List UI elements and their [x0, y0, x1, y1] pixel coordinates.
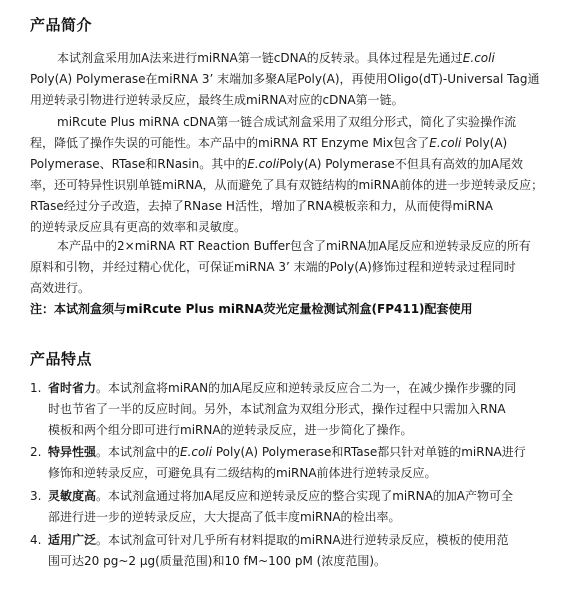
intro-p1-line-2: Poly(A) Polymerase在miRNA 3’ 末端加多聚A尾Poly(A)，再使用Oligo(dT)-Universal Tag通	[30, 72, 540, 86]
intro-p2-line-2: 程，降低了操作失误的可能性。本产品中的miRNA RT Enzyme Mix包含了E.coli Poly(A)	[30, 136, 508, 150]
feature-body: 灵敏度高。本试剂盒通过将加A尾反应和逆转录反应的整合实现了miRNA的加A产物可全 部进行进一步的逆转录反应，大大提高了低丰度miRNA的检出率。	[48, 489, 513, 524]
feature-body: 特异性强。本试剂盒中的E.coli Poly(A) Polymerase和RTase都只针对单链的miRNA进行 修饰和逆转录反应，可避免具有二级结构的miRNA前体进行逆转录反应。	[48, 445, 526, 480]
feature-number: 3.	[30, 489, 42, 503]
intro-p2-line-5: RTase经过分子改造，去掉了RNase H活性，增加了RNA模板亲和力，从而使得miRNA	[30, 199, 494, 213]
feature-item-2	[30, 442, 560, 484]
feature-heading: 省时省力	[48, 381, 97, 395]
feature-item-1	[30, 378, 560, 441]
intro-p3-line-3: 高效进行。	[30, 281, 91, 295]
feature-body: 省时省力。本试剂盒将miRAN的加A尾反应和逆转录反应合二为一，在减少操作步骤的同 时也节省了一半的反应时间。另外，本试剂盒为双组分形式，操作过程中只需加入RNA 模板和两个组分即可进行miRNA的逆转录反应，进一步简化了操作。	[48, 381, 517, 437]
feature-number: 1.	[30, 381, 42, 395]
intro-paragraph-2	[30, 112, 558, 238]
features-section-title: 产品特点	[30, 350, 93, 368]
intro-p2-line-1: miRcute Plus miRNA cDNA第一链合成试剂盒采用了双组分形式，简化了实验操作流	[57, 115, 517, 129]
intro-p1-line-1: 本试剂盒采用加A法来进行miRNA第一链cDNA的反转录。具体过程是先通过E.coli	[57, 51, 495, 65]
feature-number: 4.	[30, 533, 42, 547]
feature-item-3	[30, 486, 560, 528]
intro-p2-line-3: Polymerase、RTase和RNasin。其中的E.coliPoly(A) Polymerase不但具有高效的加A尾效	[30, 157, 524, 171]
intro-p3-line-2: 原料和引物，并经过精心优化，可保证miRNA 3’ 末端的Poly(A)修饰过程和逆转录过程同时	[30, 260, 516, 274]
intro-p3-line-1: 本产品中的2×miRNA RT Reaction Buffer包含了miRNA加A尾反应和逆转录反应的所有	[57, 239, 531, 253]
feature-heading: 灵敏度高	[48, 489, 97, 503]
intro-p2-line-4: 率，还可特异性识别单链miRNA，从而避免了具有双链结构的miRNA前体的进一步逆转录反应；	[30, 178, 544, 192]
intro-section-title: 产品简介	[30, 16, 93, 34]
intro-paragraph-3	[30, 236, 558, 299]
feature-heading: 适用广泛	[48, 533, 97, 547]
usage-note: 注：本试剂盒须与miRcute Plus miRNA荧光定量检测试剂盒(FP411)配套使用	[30, 302, 473, 316]
feature-body: 适用广泛。本试剂盒可针对几乎所有材料提取的miRNA进行逆转录反应，模板的使用范 围可达20 pg~2 µg(质量范围)和10 fM~100 pM (浓度范围)。	[48, 533, 509, 568]
intro-paragraph-1	[30, 48, 558, 111]
feature-number: 2.	[30, 445, 42, 459]
feature-item-4	[30, 530, 560, 572]
intro-p2-line-6: 的逆转录反应具有更高的效率和灵敏度。	[30, 220, 247, 234]
feature-heading: 特异性强	[48, 445, 97, 459]
intro-p1-line-3: 用逆转录引物进行逆转录反应，最终生成miRNA对应的cDNA第一链。	[30, 93, 404, 107]
